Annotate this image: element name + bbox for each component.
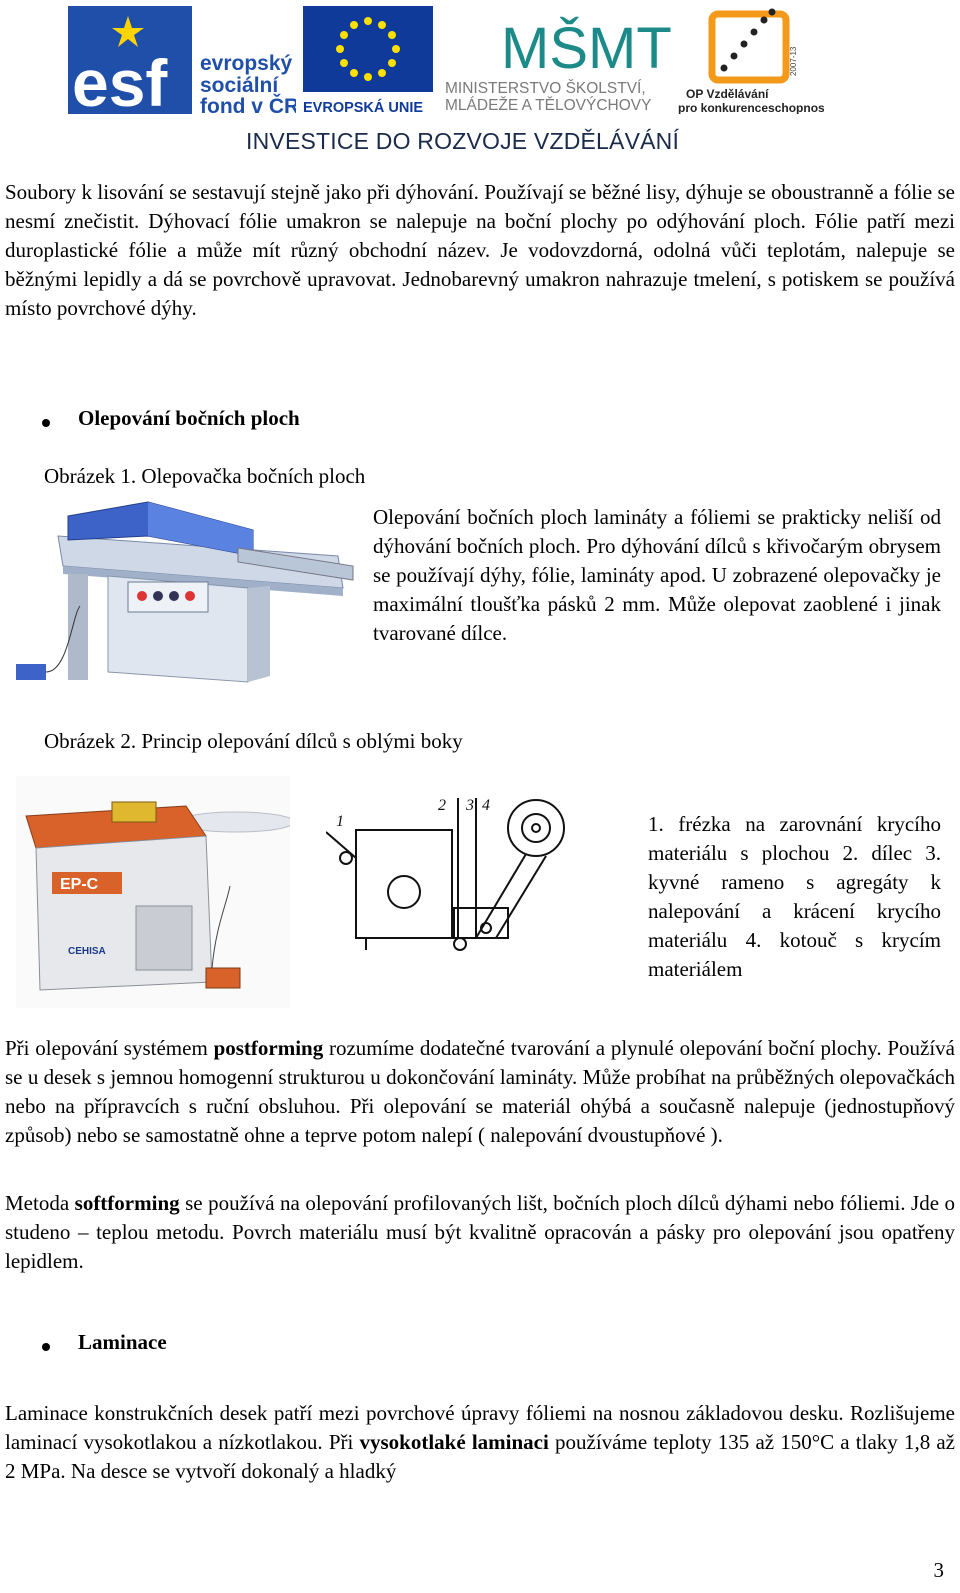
esf-line2: sociální (200, 74, 279, 97)
softforming-text-after: se používá na olepování profilovaných lišt, bočních ploch dílců dýhami nebo fóliemi. Jde o studeno – teplou metodu. Povrch materiálu musí být kvalitně opracován a pásky pro olepování jsou opatřeny lepidlem. (5, 1191, 955, 1273)
section-heading-olepovani: Olepování bočních ploch (78, 406, 300, 430)
page-number: 3 (933, 1558, 944, 1582)
figure2-machine-image (16, 776, 290, 1008)
cehisa-machine-illustration (16, 776, 290, 1008)
eu-flag-logo (303, 6, 433, 114)
postforming-term: postforming (213, 1036, 324, 1060)
machine-label: EP-C (60, 876, 99, 893)
bullet-icon (42, 419, 50, 427)
eu-flag-graphic (303, 6, 433, 114)
softforming-term: softforming (74, 1191, 180, 1215)
op-line2: pro konkurenceschopnost (678, 101, 824, 114)
figure2-diagram (326, 788, 580, 972)
banding-principle-diagram (326, 788, 580, 972)
esf-mark: esf (72, 46, 168, 114)
laminace-paragraph (5, 1399, 955, 1486)
laminace-term: vysokotlaké laminaci (359, 1430, 549, 1454)
diagram-label-3: 3 (466, 797, 474, 814)
softforming-text-before: Metoda (5, 1191, 75, 1215)
figure1-description: Olepování bočních ploch lamináty a fóliemi se prakticky neliší od dýhování bočních ploch. Pro dýhování dílců s křivočarým obrysem se používají dýhy, fólie, lamináty apod. U zobrazené olepovačky je maximální tloušťka pásků 2 mm. Může olepovat zaoblené i jinak tvarované dílce. (373, 505, 941, 645)
machine-brand: CEHISA (68, 946, 106, 957)
esf-logo-graphic (68, 6, 296, 114)
header-tagline: INVESTICE DO ROZVOJE VZDĚLÁVÁNÍ (246, 128, 680, 154)
section-heading-laminace: Laminace (78, 1330, 167, 1354)
diagram-label-4: 4 (482, 797, 490, 814)
figure2-caption: Obrázek 2. Princip olepování dílců s oblými boky (44, 729, 463, 753)
figure1-caption: Obrázek 1. Olepovačka bočních ploch (44, 464, 366, 488)
msmt-mark: MŠMT (501, 16, 672, 81)
diagram-label-1: 1 (336, 813, 344, 830)
esf-line1: evropský (200, 52, 293, 75)
msmt-logo-graphic (445, 6, 675, 114)
op-logo (678, 6, 824, 114)
figure2-legend: 1. frézka na zarovnání krycího materiálu s plochou 2. dílec 3. kyvné rameno s agregáty k nalepování a krácení krycího materiálu 4. kotouč s krycím materiálem (648, 812, 941, 981)
eu-label: EVROPSKÁ UNIE (303, 100, 424, 114)
postforming-text-before: Při olepování systémem (5, 1036, 214, 1060)
figure1-machine-image (8, 496, 363, 696)
diagram-label-2: 2 (438, 797, 446, 814)
bullet-icon (42, 1343, 50, 1351)
esf-line3: fond v ČR (200, 95, 296, 114)
laminace-text-before: Laminace konstrukčních desek patří mezi povrchové úpravy fóliemi na nosnou základovou desku. Rozlišujeme laminací vysokotlakou a nízkotlakou. Při (5, 1401, 955, 1454)
postforming-paragraph (5, 1034, 955, 1150)
softforming-paragraph (5, 1189, 955, 1276)
op-line1: OP Vzdělávání (686, 87, 769, 101)
msmt-logo (445, 6, 675, 114)
laminace-text-after: používáme teploty 135 až 150°C a tlaky 1,8 až 2 MPa. Na desce se vytvoří dokonalý a hladký (5, 1430, 955, 1483)
op-years: 2007-13 (789, 46, 798, 76)
esf-logo (68, 6, 296, 114)
msmt-line2: MLÁDEŽE A TĚLOVÝCHOVY (445, 97, 652, 114)
op-dots-icon (721, 9, 776, 72)
intro-paragraph: Soubory k lisování se sestavují stejně jako při dýhování. Používají se běžné lisy, dýhuje se oboustranně a fólie se nesmí znečistit. Dýhovací fólie umakron se nalepuje na boční plochy po odýhování ploch. Fólie patří mezi duroplastické fólie a může mít různý obchodní název. Je vodovzdorná, odolná vůči teplotám, nalepuje se běžnými lepidly a dá se povrchově upravovat. Jednobarevný umakron nahrazuje tmelení, s potiskem se používá místo povrchové dýhy. (5, 180, 955, 320)
op-logo-graphic (678, 6, 824, 114)
edge-bander-illustration (8, 496, 363, 696)
postforming-text-after: rozumíme dodatečné tvarování a plynulé olepování boční plochy. Používá se u desek s jemnou homogenní strukturou u dokončování lamináty. Může probíhat na průběžných olepovačkách nebo na přípravcích s ruční obsluhou. Při olepování se materiál ohýbá a současně nalepuje (jednostupňový způsob) nebo se samostatně ohne a teprve potom nalepí ( nalepování dvoustupňové ). (5, 1036, 955, 1147)
msmt-line1: MINISTERSTVO ŠKOLSTVÍ, (445, 80, 646, 97)
